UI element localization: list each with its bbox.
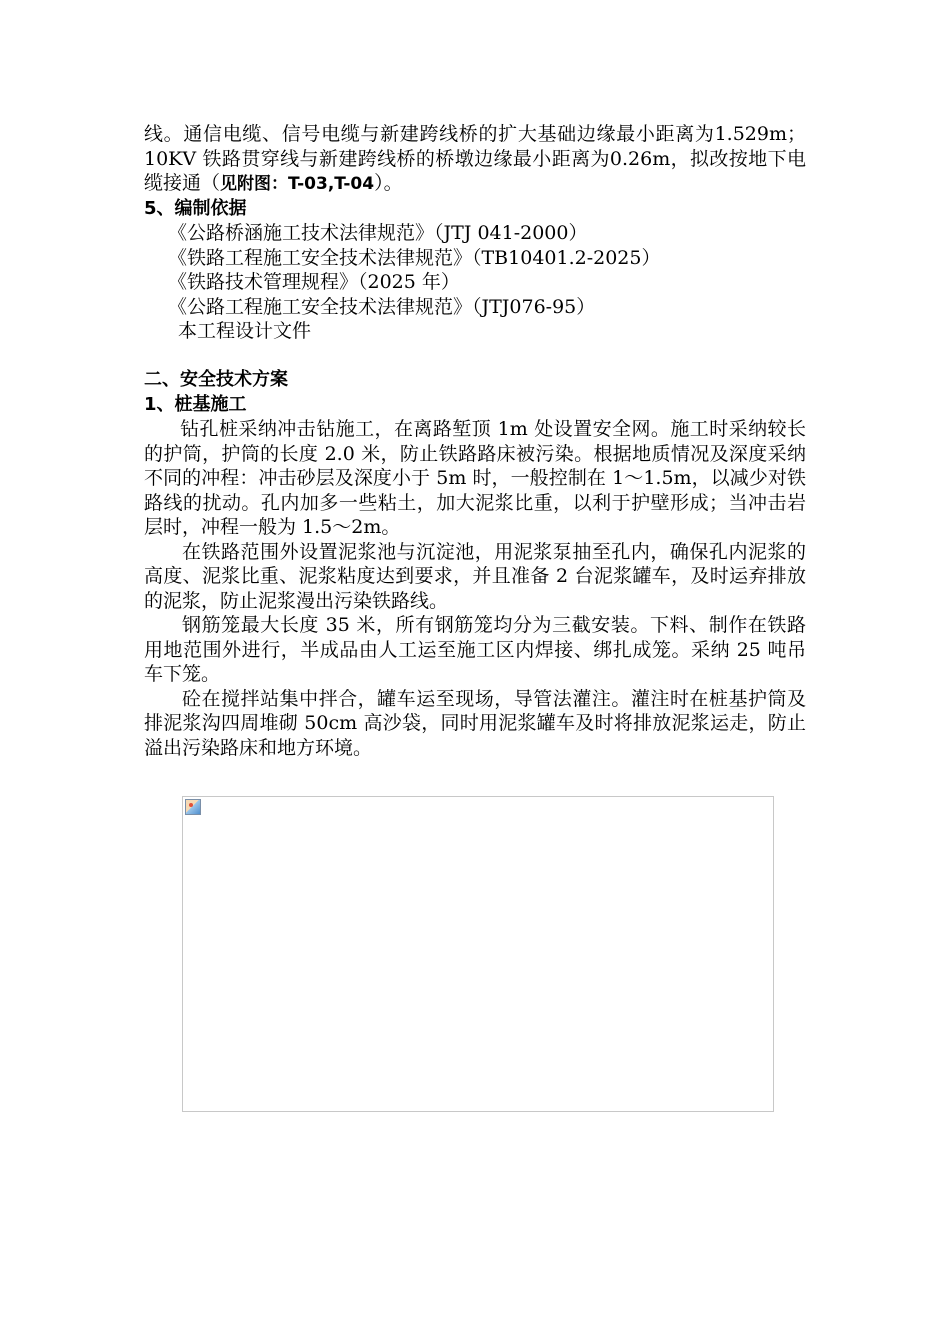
reference-item: 《公路工程施工安全技术法律规范》（JTJ076-95） bbox=[168, 295, 596, 318]
reference-list bbox=[144, 221, 806, 344]
broken-image-icon bbox=[185, 799, 201, 815]
reference-item: 《铁路技术管理规程》（2025 年） bbox=[168, 271, 460, 293]
plan-heading: 二、安全技术方案 bbox=[144, 369, 288, 390]
embedded-figure bbox=[182, 796, 774, 1112]
body-paragraph: 钢筋笼最大长度 35 米，所有钢筋笼均分为三截安装。下料、制作在铁路用地范围外进行，半成品由人工运至施工区内焊接、绑扎成笼。采纳 25 吨吊车下笼。 bbox=[144, 614, 806, 685]
blank-line bbox=[144, 344, 806, 369]
figure-reference: 见附图：T-03,T-04 bbox=[220, 174, 375, 194]
document-page bbox=[144, 122, 806, 760]
intro-line-3-end: ）。 bbox=[374, 172, 403, 194]
basis-heading: 5、编制依据 bbox=[144, 197, 247, 219]
intro-paragraph bbox=[144, 122, 806, 197]
intro-line-2: 1.529m；10KV 铁路贯穿线与新建跨线桥的桥墩边缘最小距离为 bbox=[144, 123, 806, 170]
intro-line-3-start: 0.26m，拟改按地下电缆接通（ bbox=[144, 147, 806, 194]
reference-item: 《铁路工程施工安全技术法律规范》（TB10401.2-2025） bbox=[168, 246, 661, 269]
reference-item-design-files: 本工程设计文件 bbox=[178, 320, 312, 342]
intro-line-1: 线。通信电缆、信号电缆与新建跨线桥的扩大基础边缘最小距离为 bbox=[144, 123, 715, 145]
body-paragraph: 在铁路范围外设置泥浆池与沉淀池，用泥浆泵抽至孔内，确保孔内泥浆的高度、泥浆比重、泥浆粘度达到要求，并且准备 2 台泥浆罐车，及时运弃排放的泥浆，防止泥浆漫出污染铁路线。 bbox=[144, 540, 806, 612]
body-paragraph: 钻孔桩采纳冲击钻施工，在离路堑顶 1m 处设置安全网。施工时采纳较长的护筒，护筒的长度 2.0 米，防止铁路路床被污染。根据地质情况及深度采纳不同的冲程：冲击砂层及深度小于 5m 时，一般控制在 1～1.5m，以减少对铁路线的扰动。孔内加多一些粘土，加大泥浆比重，以利于护壁形成；当冲击岩层时，冲程一般为 1.5～2m。 bbox=[144, 418, 806, 538]
reference-item: 《公路桥涵施工技术法律规范》（JTJ 041-2000） bbox=[168, 222, 588, 244]
pile-foundation-heading: 1、桩基施工 bbox=[144, 393, 247, 415]
body-paragraph: 砼在搅拌站集中拌合，罐车运至现场，导管法灌注。灌注时在桩基护筒及排泥浆沟四周堆砌 50cm 高沙袋，同时用泥浆罐车及时将排放泥浆运走，防止溢出污染路床和地方环境。 bbox=[144, 687, 806, 759]
